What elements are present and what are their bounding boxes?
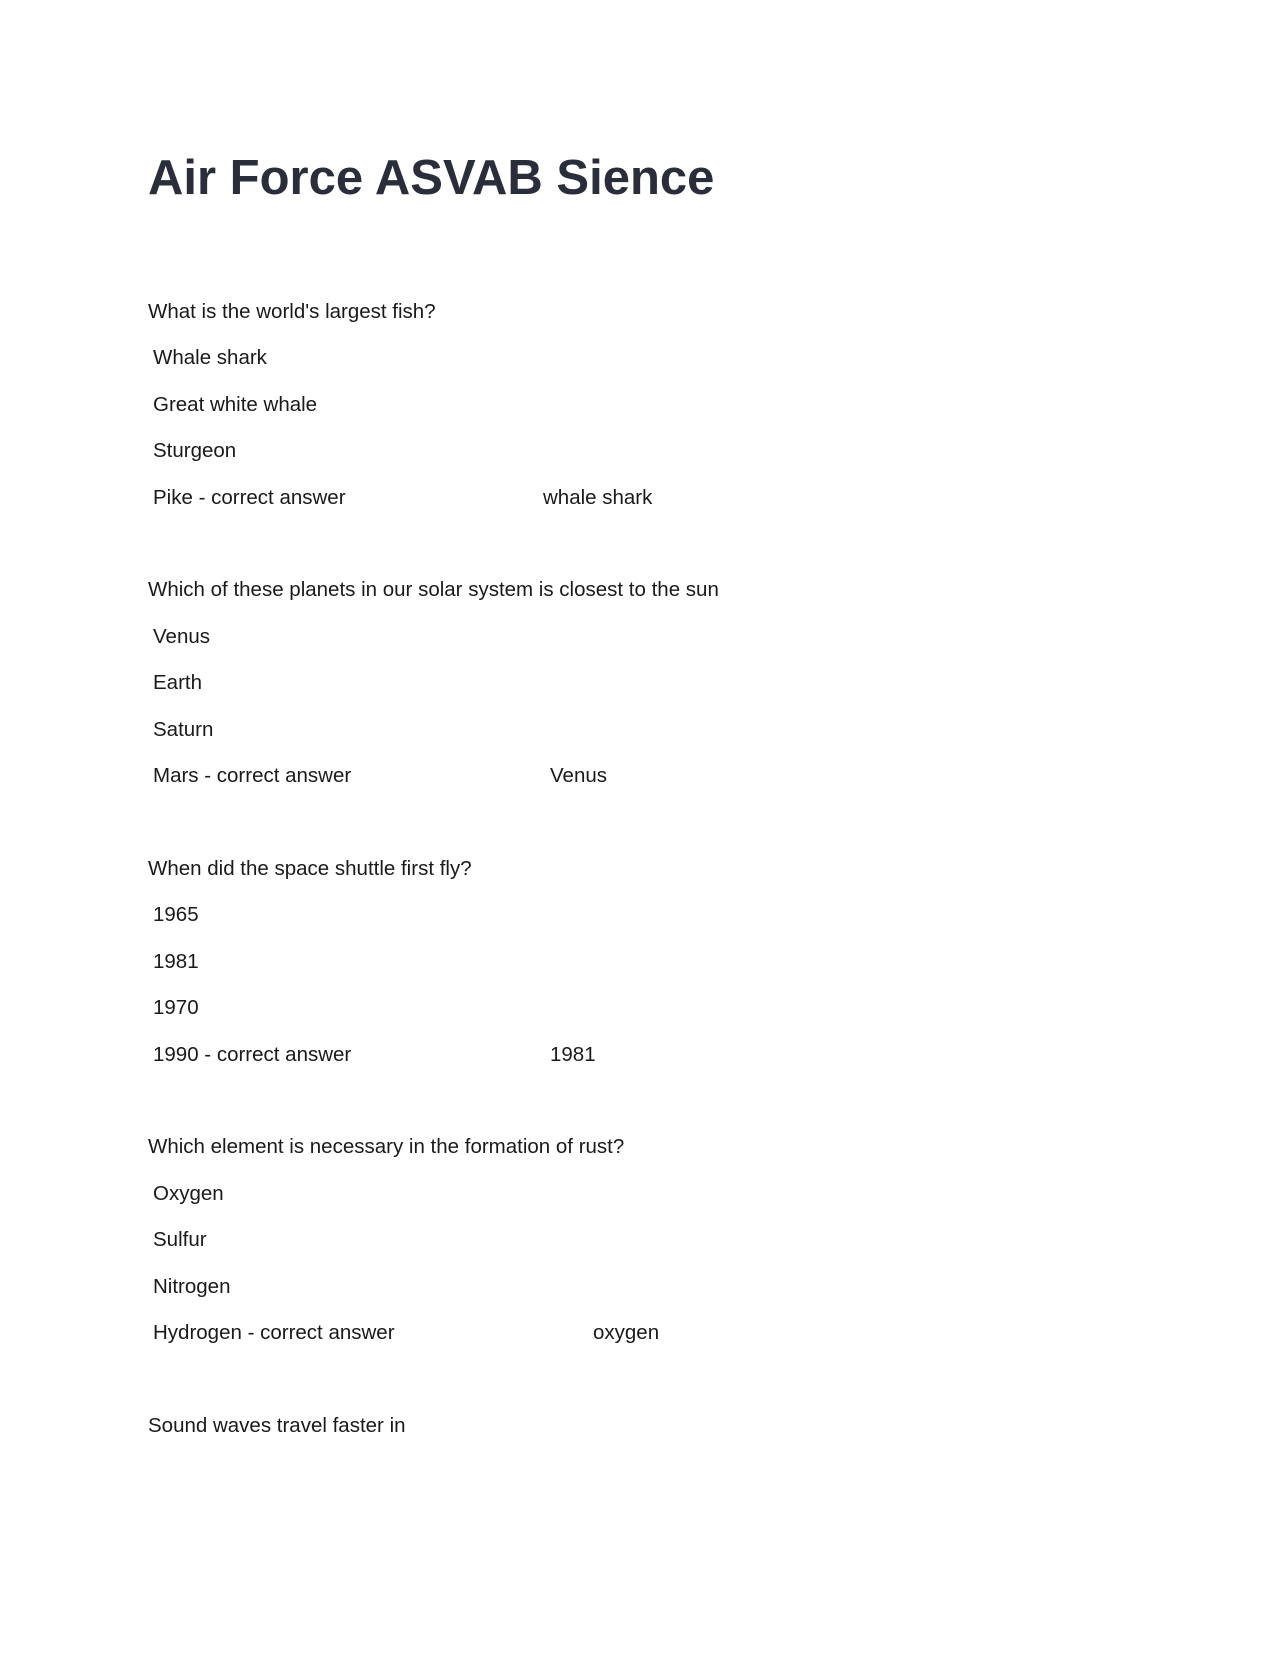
answer-option: 1970: [153, 996, 199, 1019]
answer-option: Nitrogen: [153, 1275, 231, 1298]
answer-option: Sturgeon: [153, 439, 237, 462]
correct-answer-note: whale shark: [543, 486, 653, 509]
answer-option: Great white whale: [153, 393, 318, 416]
answer-option: Sulfur: [153, 1228, 207, 1251]
answer-option: 1965: [153, 903, 199, 926]
answer-option: Earth: [153, 671, 202, 694]
answer-option: Whale shark: [153, 346, 267, 369]
answer-option: Hydrogen - correct answer: [153, 1321, 395, 1344]
answer-option: Oxygen: [153, 1182, 224, 1205]
answer-option: Mars - correct answer: [153, 764, 352, 787]
answer-option: Venus: [153, 625, 210, 648]
correct-answer-note: 1981: [550, 1043, 596, 1066]
question-text: Which of these planets in our solar system is closest to the sun: [148, 578, 719, 601]
answer-option: Saturn: [153, 718, 214, 741]
question-text: Which element is necessary in the formation of rust?: [148, 1135, 625, 1158]
answer-option: 1990 - correct answer: [153, 1043, 352, 1066]
correct-answer-note: oxygen: [593, 1321, 660, 1344]
correct-answer-note: Venus: [550, 764, 607, 787]
question-text: What is the world's largest fish?: [148, 300, 436, 323]
question-text: When did the space shuttle first fly?: [148, 857, 472, 880]
answer-option: Pike - correct answer: [153, 486, 346, 509]
question-text: Sound waves travel faster in: [148, 1414, 406, 1437]
answer-option: 1981: [153, 950, 199, 973]
document-title: Air Force ASVAB Sience: [148, 151, 715, 205]
